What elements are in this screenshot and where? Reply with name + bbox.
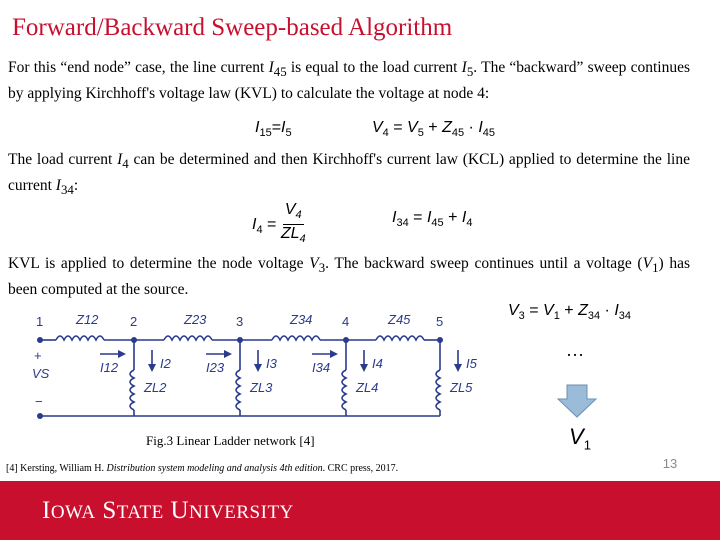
equation-i34: $I_{34} = I_{45} + I_4$ [392,209,473,230]
i34-label: I34 [312,360,331,375]
z23-inductor [164,336,212,340]
i23-arrowhead [224,350,232,358]
node-label-1: 1 [36,314,44,329]
paragraph-3: KVL is applied to determine the node voltage $V_3$. The backward sweep continues until a voltage $(V_1)$ has been computed at the source. [8,255,690,299]
zl3-load [236,370,240,410]
equation-v3: $V_3 = V_1 + Z_{34} \cdot I_{34}$ [508,302,632,323]
node-1-dot [37,337,43,343]
paragraph-1: For this “end node” case, the line current $I_{45}$ is equal to the load current $I_5$. The “backward” sweep continues by applying Kirchhoff's voltage law (KVL) to calculate the voltage at node 4: [8,59,690,103]
z45-inductor [376,336,424,340]
node-label-2: 2 [130,314,138,329]
paragraph-2: The load current $I_4$ can be determined and then Kirchhoff's current law (KCL) applied to determine the line current $I_{34}$: [8,151,690,198]
zl2-load [130,370,134,410]
slide-title: Forward/Backward Sweep-based Algorithm [12,14,453,41]
university-logo: IOWA STATE UNIVERSITY [42,497,294,524]
i4-label: I4 [372,356,383,371]
node-label-3: 3 [236,314,244,329]
i3-arrowhead [254,364,262,372]
z12-inductor [56,336,104,340]
node-label-5: 5 [436,314,444,329]
page-number: 13 [662,456,678,471]
node-label-4: 4 [342,314,350,329]
i5-arrowhead [454,364,462,372]
plus-sign: + [34,348,42,363]
node-5-dot [437,337,443,343]
z34-label: Z34 [290,312,313,327]
i5-label: I5 [466,356,477,371]
i12-label: I12 [100,360,119,375]
z12-label: Z12 [76,312,99,327]
minus-sign: − [35,394,43,409]
i23-label: I23 [206,360,225,375]
z45-label: Z45 [388,312,411,327]
z34-inductor [272,336,320,340]
ground-dot [37,413,43,419]
i4-arrowhead [360,364,368,372]
zl5-load [436,370,440,410]
ladder-network-diagram [26,306,496,428]
vs-label: VS [32,366,50,381]
zl3-label: ZL3 [250,380,273,395]
figure-caption: Fig.3 Linear Ladder network [4] [146,433,315,448]
node-2-dot [131,337,137,343]
zl4-label: ZL4 [356,380,379,395]
node-3-dot [237,337,243,343]
i3-label: I3 [266,356,277,371]
z23-label: Z23 [184,312,207,327]
zl4-load [342,370,346,410]
i12-arrowhead [118,350,126,358]
equation-i4: $I_4$ = $\frac{V_4}{ZL_4}$ [252,201,306,246]
i2-label: I2 [160,356,171,371]
node-4-dot [343,337,349,343]
reference-citation: [4] Kersting, William H. Distribution system modeling and analysis 4th edition. CRC press, 2017. [6,463,399,474]
v1-result-label: $V_1$ [569,424,591,453]
equation-current-identity: $I_{15}=I_5$ [255,119,292,140]
zl5-label: ZL5 [450,380,473,395]
equation-v4: $V_4 = V_5 + Z_{45} \cdot I_{45}$ [372,119,496,140]
down-arrow-icon [556,384,598,418]
i34-arrowhead [330,350,338,358]
zl2-label: ZL2 [144,380,167,395]
ellipsis: … [566,340,584,360]
i2-arrowhead [148,364,156,372]
